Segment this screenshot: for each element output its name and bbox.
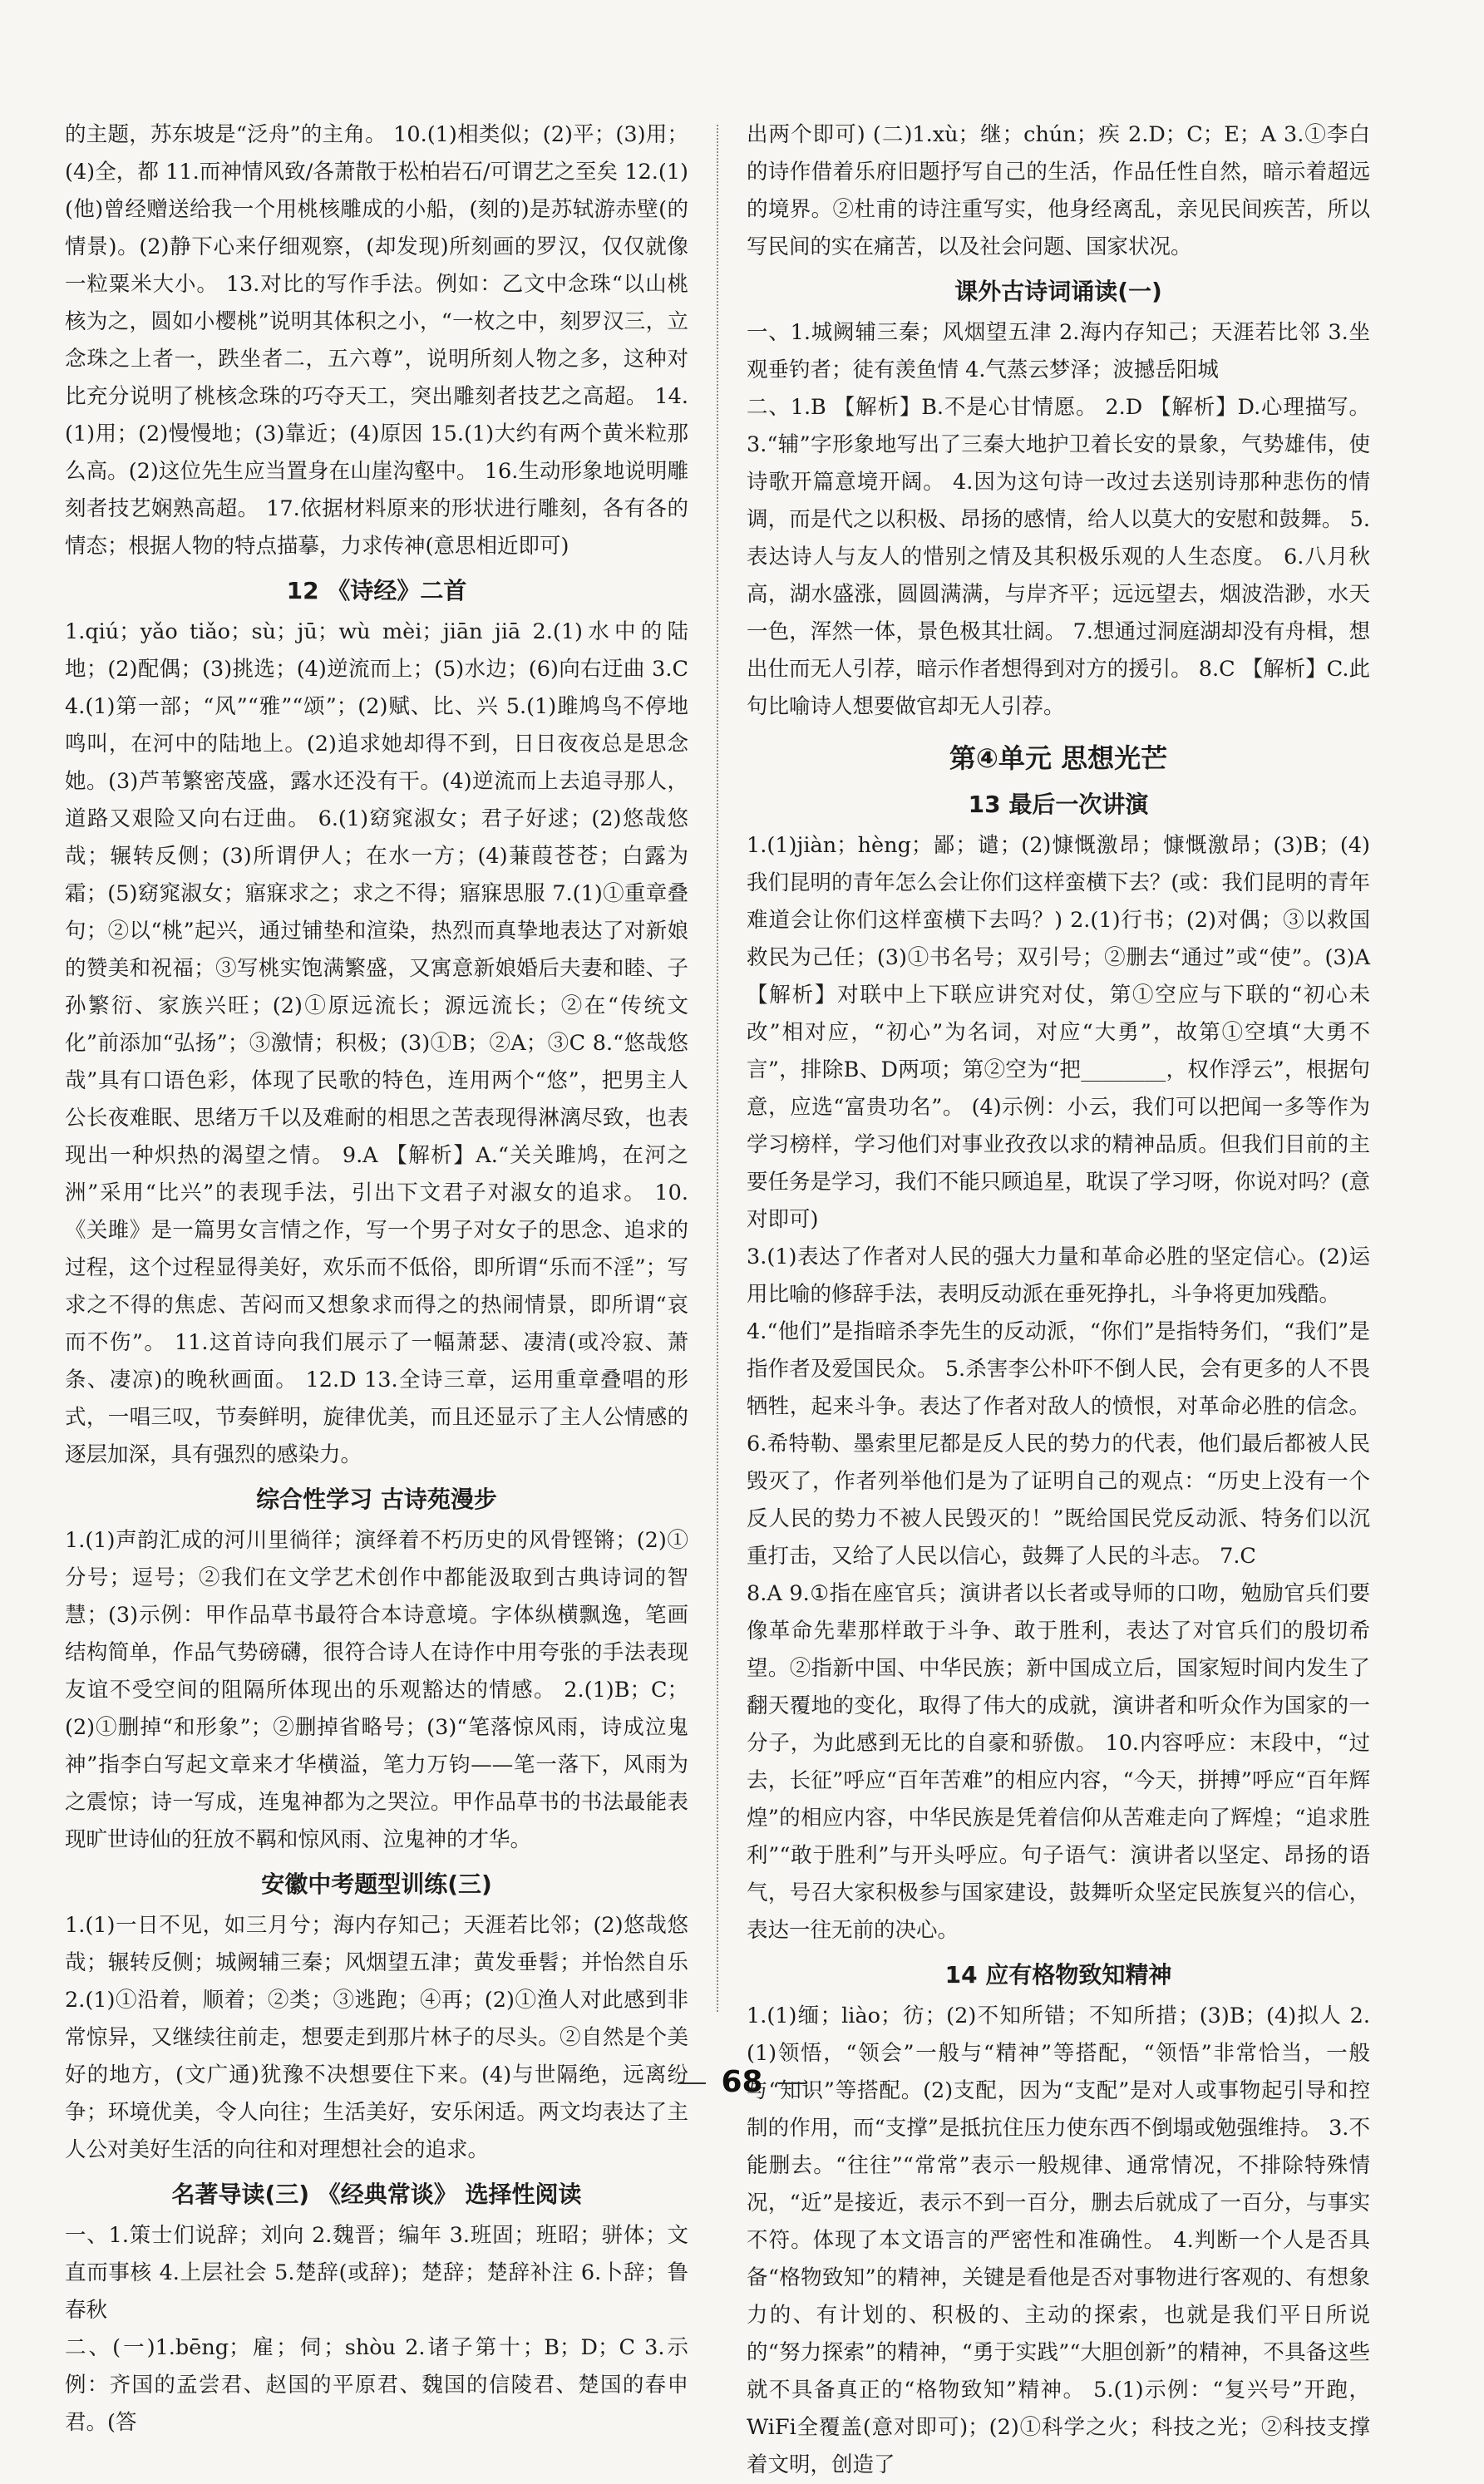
right-answer-paragraph: 3.(1)表达了作者对人民的强大力量和革命必胜的坚定信心。(2)运用比喻的修辞手法，表明反动派在垂死挣扎，斗争将更加残酷。 (747, 1244, 1370, 1307)
page-footer (0, 2065, 1484, 2099)
right-column (747, 116, 1370, 2477)
right-section-heading: 13 最后一次讲演 (968, 791, 1149, 818)
right-answer-paragraph: 8.A 9.①指在座官兵；演讲者以长者或导师的口吻，勉励官兵们要像革命先辈那样敢于斗争、敢于胜利，表达了对官兵们的殷切希望。②指新中国、中华民族；新中国成立后，国家短时间内发生了翻天覆地的变化，取得了伟大的成就，演讲者和听众作为国家的一分子，为此感到无比的自豪和骄傲。 10.内容呼应：末段中，“过去，长征”呼应“百年苦难”的相应内容，“今天，拼搏”呼应“百年辉煌”的相应内容，中华民族是凭着信仰从苦难走向了辉煌；“追求胜利”“敢于胜利”与开头呼应。句子语气：演讲者以坚定、昂扬的语气，号召大家积极参与国家建设，鼓舞听众坚定民族复兴的信心，表达一往无前的决心。 (747, 1581, 1370, 1943)
left-answer-paragraph: 二、(一)1.bēng；雇；伺；shòu 2.诸子第十；B；D；C 3.示例：齐国的孟尝君、赵国的平原君、魏国的信陵君、楚国的春申君。(答 (65, 2335, 688, 2435)
right-answer-paragraph: 1.(1)jiàn；hèng；鄙；谴；(2)慷慨激昂；慷慨激昂；(3)B；(4)我们昆明的青年怎么会让你们这样蛮横下去？(或：我们昆明的青年难道会让你们这样蛮横下去吗？) 2.(1)行书；(2)对偶；③以救国救民为己任；(3)①书名号；双引号；②删去“通过”或“使”。(3)A 【解析】对联中上下联应讲究对仗，第①空应与下联的“初心未改”相对应，“初心”为名词，对应“大勇”，故第①空填“大勇不言”，排除B、D两项；第②空为“把________，权作浮云”，根据句意，应选“富贵功名”。 (4)示例：小云，我们可以把闻一多等作为学习榜样，学习他们对事业孜孜以求的精神品质。但我们目前的主要任务是学习，我们不能只顾追星，耽误了学习呀，你说对吗？(意对即可) (747, 833, 1370, 1232)
right-section-heading: 第④单元 思想光芒 (949, 742, 1168, 774)
footer-dash-right (778, 2082, 806, 2084)
left-answer-paragraph: 一、1.策士们说辞；刘向 2.魏晋；编年 3.班固；班昭；骈体；文直而事核 4.上层社会 5.楚辞(或辞)；楚辞；楚辞补注 6.卜辞；鲁春秋 (65, 2223, 688, 2323)
footer-dash-left (678, 2082, 706, 2084)
right-answer-paragraph: 1.(1)缅；liào；彷；(2)不知所错；不知所措；(3)B；(4)拟人 2.(1)领悟，“领会”一般与“精神”等搭配，“领悟”非常恰当，一般与“知识”等搭配。(2)支配，因为“支配”是对人或事物起引导和控制的作用，而“支撑”是抵抗住压力使东西不倒塌或勉强维持。 3.不能删去。“往往”“常常”表示一般规律、通常情况，不排除特殊情况，“近”是接近，表示不到一百分，删去后就成了一百分，与事实不符。体现了本文语言的严密性和准确性。 4.判断一个人是否具备“格物致知”的精神，关键是看他是否对事物进行客观的、有想象力的、有计划的、积极的、主动的探索，也就是我们平日所说的“努力探索”的精神，“勇于实践”“大胆创新”的精神，不具备这些就不具备真正的“格物致知”精神。 5.(1)示例：“复兴号”开跑，WiFi全覆盖(意对即可)；(2)①科学之火；科技之光；②科技支撑着文明，创造了 (747, 2003, 1370, 2477)
right-answer-paragraph: 4.“他们”是指暗杀李先生的反动派，“你们”是指特务们，“我们”是指作者及爱国民众。 5.杀害李公朴吓不倒人民，会有更多的人不畏牺牲，起来斗争。表达了作者对敌人的愤恨，对革命必胜的信念。 6.希特勒、墨索里尼都是反人民的势力的代表，他们最后都被人民毁灭了，作者列举他们是为了证明自己的观点：“历史上没有一个反人民的势力不被人民毁灭的！”既给国民党反动派、特务们以沉重打击，又给了人民以信心，鼓舞了人民的斗志。 7.C (747, 1319, 1370, 1569)
left-section-heading: 名著导读(三) 《经典常谈》 选择性阅读 (171, 2181, 582, 2208)
right-answer-paragraph: 出两个即可) (二)1.xù；继；chún；疾 2.D；C；E；A 3.①李白的诗作借着乐府旧题抒写自己的生活，作品任性自然，暗示着超远的境界。②杜甫的诗注重写实，他身经离乱，亲见民间疾苦，所以写民间的实在痛苦，以及社会问题、国家状况。 (747, 122, 1370, 259)
left-answer-paragraph: 1.(1)一日不见，如三月兮；海内存知己；天涯若比邻；(2)悠哉悠哉；辗转反侧；城阙辅三秦；风烟望五津；黄发垂髫；并怡然自乐 2.(1)①沿着，顺着；②类；③逃跑；④再；(2)①渔人对此感到非常惊异，又继续往前走，想要走到那片林子的尽头。②自然是个美好的地方，(文广通)犹豫不决想要住下来。(4)与世隔绝，远离纷争；环境优美，令人向往；生活美好，安乐闲适。两文均表达了主人公对美好生活的向往和对理想社会的追求。 (65, 1913, 688, 2162)
left-section-heading: 综合性学习 古诗苑漫步 (256, 1486, 497, 1513)
left-answer-paragraph: 的主题，苏东坡是“泛舟”的主角。 10.(1)相类似；(2)平；(3)用；(4)全，都 11.而神情风致/各萧散于松柏岩石/可谓艺之至矣 12.(1)(他)曾经赠送给我一个用桃核雕成的小船，(刻的)是苏轼游赤壁(的情景)。(2)静下心来仔细观察，(却发现)所刻画的罗汉，仅仅就像一粒粟米大小。 13.对比的写作手法。例如：乙文中念珠“以山桃核为之，圆如小樱桃”说明其体积之小，“一枚之中，刻罗汉三，立念珠之上者一，跌坐者二，五六尊”，说明所刻人物之多，这种对比充分说明了桃核念珠的巧夺天工，突出雕刻者技艺之高超。 14.(1)用；(2)慢慢地；(3)靠近；(4)原因 15.(1)大约有两个黄米粒那么高。(2)这位先生应当置身在山崖沟壑中。 16.生动形象地说明雕刻者技艺娴熟高超。 17.依据材料原来的形状进行雕刻，各有各的情态；根据人物的特点描摹，力求传神(意思相近即可) (65, 122, 688, 559)
left-answer-paragraph: 1.qiú；yǎo tiǎo；sù；jū；wù mèi；jiān jiā 2.(1)水中的陆地；(2)配偶；(3)挑选；(4)逆流而上；(5)水边；(6)向右迂曲 3.C 4.(1)第一部；“风”“雅”“颂”；(2)赋、比、兴 5.(1)雎鸠鸟不停地鸣叫，在河中的陆地上。(2)追求她却得不到，日日夜夜总是思念她。(3)芦苇繁密茂盛，露水还没有干。(4)逆流而上去追寻那人，道路又艰险又向右迂曲。 6.(1)窈窕淑女；君子好逑；(2)悠哉悠哉；辗转反侧；(3)所谓伊人；在水一方；(4)蒹葭苍苍；白露为霜；(5)窈窕淑女；寤寐求之；求之不得；寤寐思服 7.(1)①重章叠句；②以“桃”起兴，通过铺垫和渲染，热烈而真挚地表达了对新娘的赞美和祝福；③写桃实饱满繁盛，又寓意新娘婚后夫妻和睦、子孙繁衍、家族兴旺；(2)①原远流长；源远流长；②在“传统文化”前添加“弘扬”；③激情；积极；(3)①B；②A；③C 8.“悠哉悠哉”具有口语色彩，体现了民歌的特色，连用两个“悠”，把男主人公长夜难眠、思绪万千以及难耐的相思之苦表现得淋漓尽致，也表现出一种炽热的渴望之情。 9.A 【解析】A.“关关雎鸠，在河之洲”采用“比兴”的表现手法，引出下文君子对淑女的追求。 10.《关雎》是一篇男女言情之作，写一个男子对女子的思念、追求的过程，这个过程显得美好，欢乐而不低俗，即所谓“乐而不淫”；写求之不得的焦虑、苦闷而又想象求而得之的热闹情景，即所谓“哀而不伤”。 11.这首诗向我们展示了一幅萧瑟、凄清(或冷寂、萧条、凄凉)的晚秋画面。 12.D 13.全诗三章，运用重章叠唱的形式，一唱三叹，节奏鲜明，旋律优美，而且还显示了主人公情感的逐层加深，具有强烈的感染力。 (65, 619, 688, 1467)
left-answer-paragraph: 1.(1)声韵汇成的河川里徜徉；演绎着不朽历史的风骨铿锵；(2)①分号；逗号；②我们在文学艺术创作中都能汲取到古典诗词的智慧；(3)示例：甲作品草书最符合本诗意境。字体纵横飘逸，笔画结构简单，作品气势磅礴，很符合诗人在诗作中用夸张的手法表现友谊不受空间的阻隔所体现出的乐观豁达的情感。 2.(1)B；C；(2)①删掉“和形象”；②删掉省略号；(3)“笔落惊风雨，诗成泣鬼神”指李白写起文章来才华横溢，笔力万钧——笔一落下，风雨为之震惊；诗一写成，连鬼神都为之哭泣。甲作品草书的书法最能表现旷世诗仙的狂放不羁和惊风雨、泣鬼神的才华。 (65, 1528, 688, 1852)
page-number: 68 (721, 2065, 763, 2099)
left-column (65, 116, 688, 2435)
right-answer-paragraph: 一、1.城阙辅三秦；风烟望五津 2.海内存知己；天涯若比邻 3.坐观垂钓者；徒有羡鱼情 4.气蒸云梦泽；波撼岳阳城 (747, 320, 1370, 382)
right-section-heading: 课外古诗词诵读(一) (954, 278, 1162, 305)
right-section-heading: 14 应有格物致知精神 (944, 1961, 1172, 1989)
left-section-heading: 12 《诗经》二首 (286, 577, 467, 604)
left-section-heading: 安徽中考题型训练(三) (261, 1870, 492, 1898)
column-divider (717, 125, 718, 2012)
right-answer-paragraph: 二、1.B 【解析】B.不是心甘情愿。 2.D 【解析】D.心理描写。 3.“辅”字形象地写出了三秦大地护卫着长安的景象，气势雄伟，使诗歌开篇意境开阔。 4.因为这句诗一改过去送别诗那种悲伤的情调，而是代之以积极、昂扬的感情，给人以莫大的安慰和鼓舞。 5.表达诗人与友人的惜别之情及其积极乐观的人生态度。 6.八月秋高，湖水盛涨，圆圆满满，与岸齐平；远远望去，烟波浩渺，水天一色，浑然一体，景色极其壮阔。 7.想通过洞庭湖却没有舟楫，想出仕而无人引荐，暗示作者想得到对方的援引。 8.C 【解析】C.此句比喻诗人想要做官却无人引荐。 (747, 395, 1370, 719)
